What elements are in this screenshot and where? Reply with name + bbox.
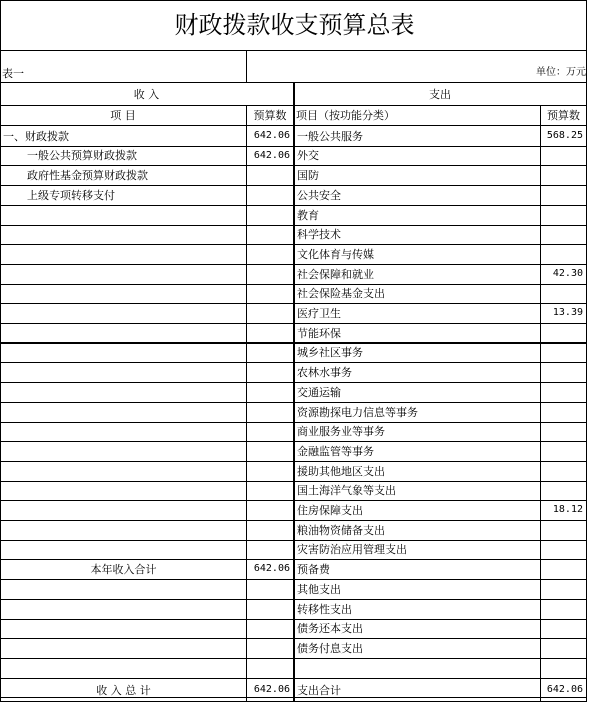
expense-item-label: 住房保障支出 bbox=[297, 503, 363, 517]
expense-header: 支出 bbox=[429, 87, 451, 101]
sheet-title: 财政拨款收支预算总表 bbox=[174, 11, 415, 39]
expense-item-label: 公共安全 bbox=[297, 188, 341, 202]
expense-item-label: 城乡社区事务 bbox=[297, 346, 363, 359]
expense-item-value bbox=[541, 244, 586, 264]
expense-item-value bbox=[541, 559, 586, 579]
expense-item-label: 国防 bbox=[297, 168, 319, 182]
expense-item-value bbox=[541, 441, 586, 461]
income-total-value: 642.06 bbox=[253, 563, 290, 574]
expense-total-label: 支出合计 bbox=[297, 683, 341, 697]
expense-item-value bbox=[541, 619, 586, 638]
expense-item-label: 粮油物资储备支出 bbox=[297, 523, 385, 537]
income-item-value: 642.06 bbox=[253, 130, 290, 141]
expense-item-label: 灾害防治应用管理支出 bbox=[297, 543, 407, 556]
expense-item-label: 援助其他地区支出 bbox=[297, 464, 385, 478]
expense-item-value bbox=[541, 599, 586, 619]
expense-item-label: 交通运输 bbox=[297, 385, 341, 399]
expense-item-label: 债务还本支出 bbox=[297, 622, 363, 635]
expense-item-label: 金融监管等事务 bbox=[297, 444, 374, 458]
expense-item-label: 一般公共服务 bbox=[297, 129, 363, 143]
expense-item-label: 节能环保 bbox=[297, 326, 341, 340]
expense-item-value: 42.30 bbox=[552, 268, 583, 279]
income-item-value bbox=[247, 165, 293, 185]
expense-item-value bbox=[541, 481, 586, 500]
expense-item-value bbox=[541, 284, 586, 303]
income-item-value: 642.06 bbox=[253, 149, 290, 161]
expense-item-label: 外交 bbox=[297, 149, 319, 162]
expense-item-value bbox=[541, 520, 586, 540]
unit-label: 单位：万元 bbox=[536, 67, 586, 78]
expense-item-label: 商业服务业等事务 bbox=[297, 425, 385, 438]
income-item-label: 政府性基金预算财政拨款 bbox=[27, 168, 148, 182]
expense-item-value bbox=[541, 540, 586, 559]
grid-line-h bbox=[0, 0, 587, 1]
grand-income-value: 642.06 bbox=[253, 684, 290, 695]
expense-item-label: 文化体育与传媒 bbox=[297, 247, 374, 261]
expense-item-value bbox=[541, 205, 586, 225]
expense-item-column-header: 项目（按功能分类） bbox=[296, 109, 395, 122]
sheet-number: 表一 bbox=[2, 66, 24, 80]
expense-item-label: 转移性支出 bbox=[297, 602, 352, 616]
expense-item-value: 568.25 bbox=[546, 130, 583, 141]
expense-item-label: 预备费 bbox=[297, 562, 330, 576]
income-item-label: 一般公共预算财政拨款 bbox=[27, 149, 137, 162]
expense-budget-column-header: 预算数 bbox=[547, 109, 580, 122]
expense-item-value bbox=[541, 382, 586, 402]
income-item-label: 上级专项转移支付 bbox=[27, 188, 115, 202]
expense-item-label: 国土海洋气象等支出 bbox=[297, 484, 396, 497]
expense-item-value bbox=[541, 323, 586, 343]
income-item-column-header: 项 目 bbox=[110, 109, 136, 122]
expense-item-label: 科学技术 bbox=[297, 228, 341, 241]
expense-item-value bbox=[541, 362, 586, 382]
income-item-value bbox=[247, 185, 293, 205]
expense-item-value bbox=[541, 638, 586, 658]
grid-line-v bbox=[0, 0, 1, 702]
grid-line-v bbox=[586, 0, 587, 702]
expense-item-label: 医疗卫生 bbox=[297, 306, 341, 320]
expense-item-label: 社会保障和就业 bbox=[297, 267, 374, 281]
expense-item-value bbox=[541, 165, 586, 185]
expense-item-label bbox=[295, 658, 540, 678]
income-item-label: 一、财政拨款 bbox=[3, 129, 69, 143]
grid-line-h bbox=[0, 50, 587, 51]
expense-item-value bbox=[541, 422, 586, 441]
grand-income-label: 收 入 总 计 bbox=[96, 683, 151, 697]
expense-item-label: 其他支出 bbox=[297, 582, 341, 596]
expense-item-value bbox=[541, 402, 586, 422]
expense-item-value: 18.12 bbox=[552, 504, 583, 515]
expense-item-label: 农林水事务 bbox=[297, 365, 352, 379]
expense-item-value bbox=[541, 658, 586, 678]
expense-item-value: 13.39 bbox=[552, 307, 583, 318]
income-budget-column-header: 预算数 bbox=[253, 109, 287, 122]
expense-item-label: 社会保险基金支出 bbox=[297, 287, 385, 300]
expense-item-value bbox=[541, 146, 586, 165]
expense-item-value bbox=[541, 185, 586, 205]
expense-item-value bbox=[541, 343, 586, 362]
expense-item-value bbox=[541, 579, 586, 599]
income-header: 收 入 bbox=[133, 87, 160, 101]
expense-item-value bbox=[541, 461, 586, 481]
expense-item-value bbox=[541, 225, 586, 244]
expense-item-label: 资源勘探电力信息等事务 bbox=[297, 405, 418, 419]
expense-item-label: 教育 bbox=[297, 208, 319, 222]
expense-total-value: 642.06 bbox=[546, 684, 583, 695]
expense-item-label: 债务付息支出 bbox=[297, 641, 363, 655]
grid-line-v bbox=[246, 50, 247, 82]
income-total-label: 本年收入合计 bbox=[90, 562, 157, 576]
